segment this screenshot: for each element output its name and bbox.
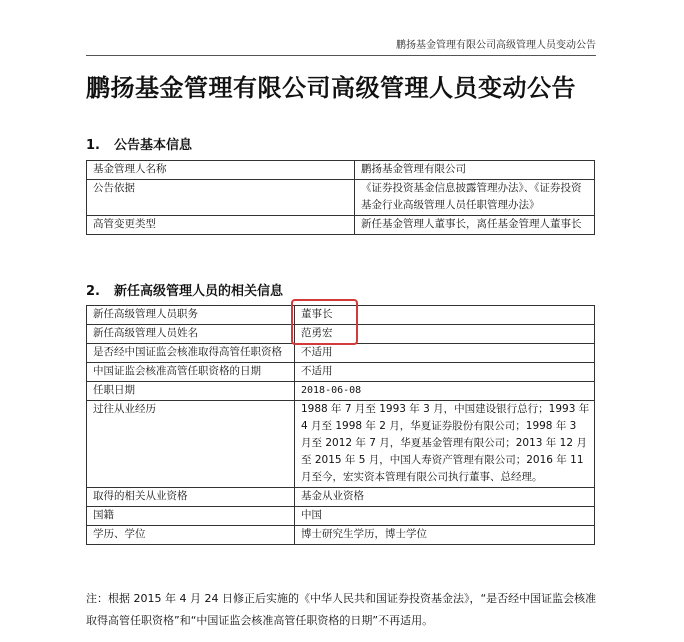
section-1-heading	[86, 134, 192, 153]
row-value: 基金从业资格	[295, 488, 595, 507]
row-value: 董事长	[295, 306, 595, 325]
row-label: 新任高级管理人员姓名	[87, 325, 295, 344]
row-label: 公告依据	[87, 180, 355, 216]
section-2-heading	[86, 280, 283, 299]
document-title: 鹏扬基金管理有限公司高级管理人员变动公告	[86, 74, 576, 102]
table-row	[87, 507, 595, 526]
table-row	[87, 526, 595, 545]
row-label: 高管变更类型	[87, 216, 355, 235]
table-row	[87, 382, 595, 401]
table-row	[87, 216, 595, 235]
row-value: 范勇宏	[295, 325, 595, 344]
highlight-annotation-box	[291, 299, 358, 345]
row-label: 过往从业经历	[87, 401, 295, 488]
row-label: 国籍	[87, 507, 295, 526]
footnote: 注：根据 2015 年 4 月 24 日修正后实施的《中华人民共和国证券投资基金法》，“是否经中国证监会核准取得高管任职资格”和“中国证监会核准高管任职资格的日期”不再适用。	[86, 592, 597, 627]
running-header: 鹏扬基金管理有限公司高级管理人员变动公告	[396, 40, 596, 51]
row-value: 不适用	[295, 363, 595, 382]
row-label: 基金管理人名称	[87, 161, 355, 180]
table-row	[87, 344, 595, 363]
row-label: 任职日期	[87, 382, 295, 401]
row-label: 学历、学位	[87, 526, 295, 545]
row-label: 是否经中国证监会核准取得高管任职资格	[87, 344, 295, 363]
row-value: 博士研究生学历，博士学位	[295, 526, 595, 545]
row-label: 取得的相关从业资格	[87, 488, 295, 507]
section-1-number: 1.	[86, 138, 100, 153]
row-label: 中国证监会核准高管任职资格的日期	[87, 363, 295, 382]
row-value: 不适用	[295, 344, 595, 363]
section-2-title: 新任高级管理人员的相关信息	[114, 284, 284, 299]
table-row	[87, 401, 595, 488]
section-2-number: 2.	[86, 284, 100, 299]
table-row	[87, 488, 595, 507]
row-value: 中国	[295, 507, 595, 526]
table-row	[87, 363, 595, 382]
row-label: 新任高级管理人员职务	[87, 306, 295, 325]
row-value: 1988 年 7 月至 1993 年 3 月，中国建设银行总行；1993 年 4 月至 1998 年 2 月，华夏证券股份有限公司；1998 年 3 月至 2012 年 7 月，华夏基金管理有限公司；2013 年 12 月至 2015 年 5 月，中国人寿资产管理有限公司；2016 年 11 月至今，宏实资本管理有限公司执行董事、总经理。	[295, 401, 595, 488]
table-row	[87, 161, 595, 180]
row-value: 新任基金管理人董事长，离任基金管理人董事长	[355, 216, 595, 235]
row-value: 《证券投资基金信息披露管理办法》、《证券投资基金行业高级管理人员任职管理办法》	[355, 180, 595, 216]
table-row	[87, 180, 595, 216]
row-value: 2018-06-08	[295, 382, 595, 401]
row-value: 鹏扬基金管理有限公司	[355, 161, 595, 180]
basic-info-table	[86, 160, 595, 235]
header-divider	[86, 55, 596, 56]
section-1-title: 公告基本信息	[114, 138, 193, 153]
